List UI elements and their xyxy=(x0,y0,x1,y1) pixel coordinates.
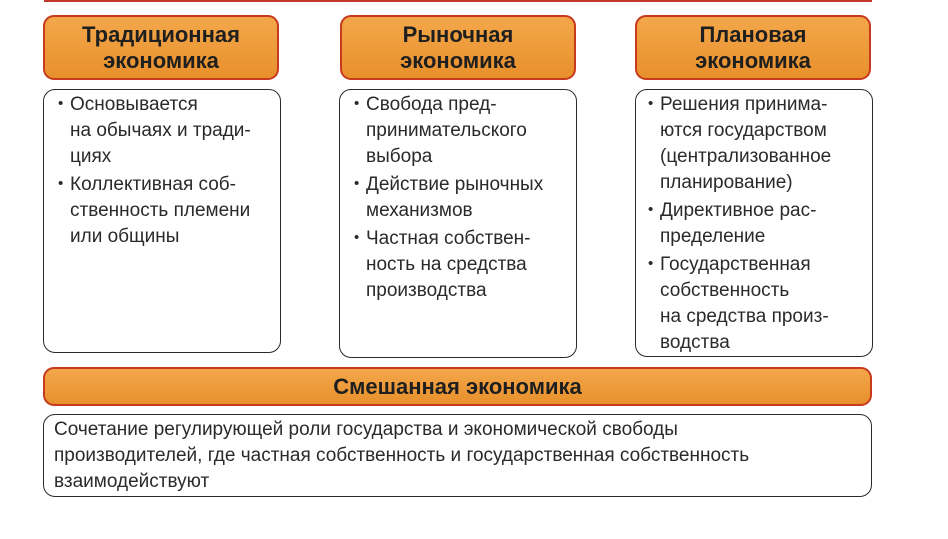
planned-economy-box xyxy=(635,89,873,357)
list-item: • Частная собствен- ность на средства производства xyxy=(366,226,543,304)
traditional-economy-header: Традиционная экономика xyxy=(43,15,279,80)
market-economy-box xyxy=(339,89,577,358)
mixed-economy-header: Смешанная экономика xyxy=(43,367,872,406)
traditional-economy-list xyxy=(70,92,251,250)
list-item: • Государственная собственность на средства произ- водства xyxy=(660,252,831,356)
list-item: • Коллективная соб- ственность племени или общины xyxy=(70,172,251,250)
mixed-economy-description: Сочетание регулирующей роли государства и экономической свободы производителей, где частная собственность и государственная собственность взаимодействуют xyxy=(54,419,750,492)
list-item: • Директивное рас- пределение xyxy=(660,198,831,250)
mixed-economy-box xyxy=(43,414,872,497)
list-item: • Свобода пред- принимательского выбора xyxy=(366,92,543,170)
traditional-economy-box xyxy=(43,89,281,353)
list-item: • Действие рыночных механизмов xyxy=(366,172,543,224)
planned-economy-header: Плановая экономика xyxy=(635,15,871,80)
market-economy-list xyxy=(366,92,543,304)
market-economy-header: Рыночная экономика xyxy=(340,15,576,80)
top-divider-line xyxy=(44,0,872,2)
planned-economy-list xyxy=(660,92,831,356)
list-item: • Решения принима- ются государством (централизованное планирование) xyxy=(660,92,831,196)
list-item: • Основывается на обычаях и тради- циях xyxy=(70,92,251,170)
